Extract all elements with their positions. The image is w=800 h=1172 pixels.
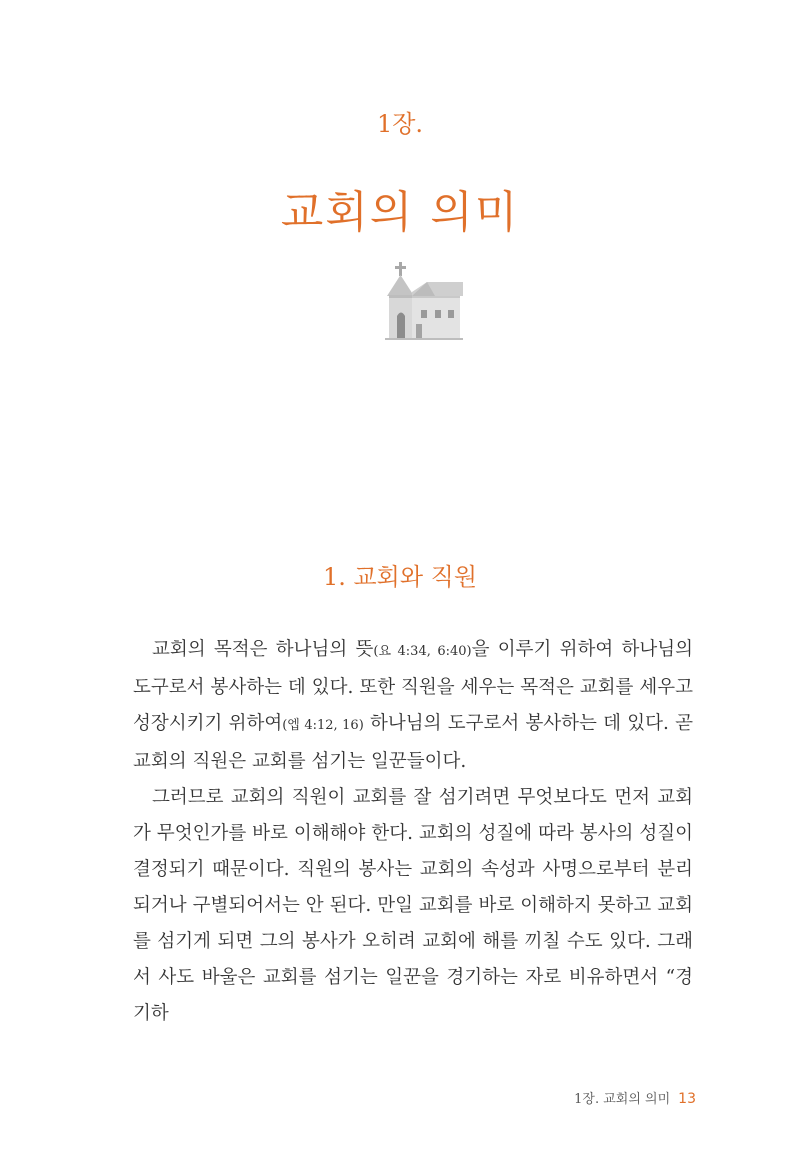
paragraph-1-text-b: 을 이루기 위하여 하나님의 도구로서 봉사하는 데 있다. 또한 직원을 세우는 목적은 교회를 세우고 성장시키기 위하여	[133, 639, 693, 734]
scripture-reference: (요 4:34, 6:40)	[373, 644, 472, 659]
page-footer	[574, 1088, 696, 1107]
paragraph-1	[133, 632, 693, 780]
body-text	[133, 632, 693, 1032]
chapter-title: 교회의 의미	[280, 187, 520, 238]
running-title: 1장. 교회의 의미	[574, 1092, 671, 1107]
paragraph-1-text-a: 교회의 목적은 하나님의 뜻	[152, 639, 374, 660]
chapter-label: 1장.	[376, 110, 424, 138]
paragraph-2: 그러므로 교회의 직원이 교회를 잘 섬기려면 무엇보다도 먼저 교회가 무엇인가를 바로 이해해야 한다. 교회의 성질에 따라 봉사의 성질이 결정되기 때문이다. 직원의 봉사는 교회의 속성과 사명으로부터 분리되거나 구별되어서는 안 된다. 만일 교회를 바로 이해하지 못하고 교회를 섬기게 되면 그의 봉사가 오히려 교회에 해를 끼칠 수도 있다. 그래서 사도 바울은 교회를 섬기는 일꾼을 경기하는 자로 비유하면서 “경기하	[133, 787, 693, 1024]
section-title: 1. 교회와 직원	[322, 563, 478, 591]
paragraph-1-text-c: 하나님의 도구로서 봉사하는 데 있다. 곧 교회의 직원은 교회를 섬기는 일꾼들이다.	[133, 713, 693, 772]
page-number: 13	[678, 1091, 696, 1107]
church-icon	[385, 262, 463, 340]
scripture-reference: (엡 4:12, 16)	[282, 718, 364, 733]
